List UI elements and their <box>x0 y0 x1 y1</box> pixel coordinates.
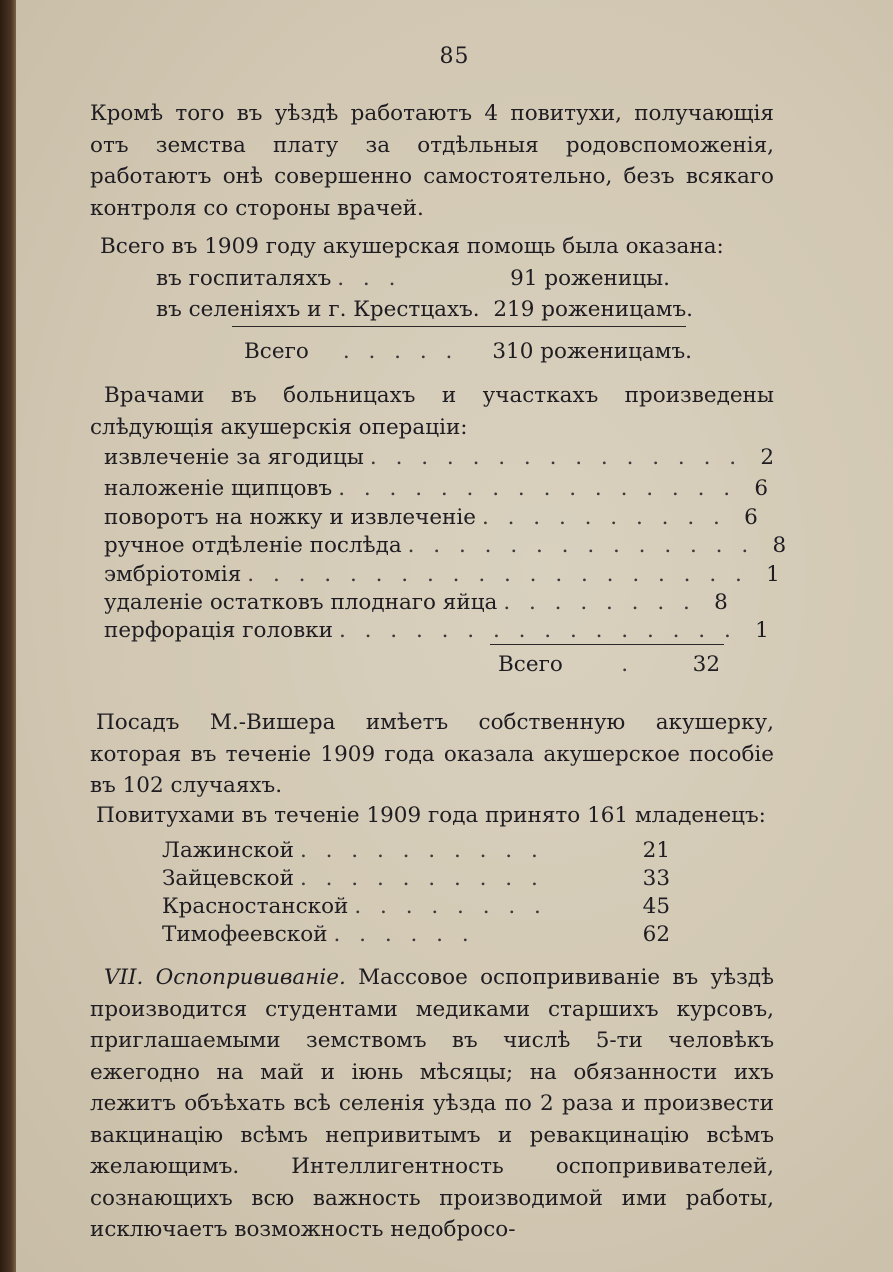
help-total-rule <box>232 326 686 327</box>
operations-total-row <box>498 652 720 677</box>
section-heading: VII. Оспопрививаніе. <box>104 965 346 990</box>
help-row-value: 219 роженицамъ. <box>493 297 693 322</box>
operations-intro: Врачами въ больницахъ и участкахъ произведены слѣдующія акушерскія операціи: <box>90 383 774 440</box>
section-vaccination <box>90 962 774 1246</box>
operations-total-value: 32 <box>692 652 720 677</box>
operation-count: 6 <box>744 505 758 530</box>
midwife-count: 33 <box>642 866 670 891</box>
operation-row <box>104 533 787 558</box>
help-row-label: въ селеніяхъ и г. Крестцахъ. <box>156 297 480 322</box>
leader-dots: . . . . . . . . <box>354 894 547 919</box>
leader-dots: . . . . . . . . <box>503 590 696 615</box>
help-row-value: 91 роженицы. <box>510 266 670 291</box>
leader-dots: . . . . . . . . . . . . . . . <box>369 445 743 470</box>
midwife-count: 62 <box>642 922 670 947</box>
operation-row <box>104 505 758 530</box>
midwife-name: Тимофеевской <box>162 922 328 947</box>
leader-dots: . . . . . . <box>333 922 475 947</box>
operation-row <box>104 618 769 643</box>
operation-count: 6 <box>754 476 769 501</box>
leader-dots: . . . . . . . . . . . . . . . . <box>338 618 737 643</box>
operations-total-label: Всего <box>498 652 563 677</box>
document-page <box>16 0 893 1272</box>
paragraph-midwives-intro: Кромѣ того въ уѣздѣ работаютъ 4 повитухи, получающія отъ земства плату за отдѣльныя родовспоможенія, работаютъ онѣ совершенно самостоятельно, безъ всякаго контроля со стороны врачей. <box>90 101 774 221</box>
operation-row <box>104 562 780 587</box>
book-spine <box>0 0 16 1272</box>
operation-count: 1 <box>766 562 780 587</box>
leader-dots: . . . . . . . . . . . . . . <box>407 533 755 558</box>
leader-dots: . . . . . . . . . . <box>299 838 544 863</box>
midwife-row <box>162 894 670 919</box>
midwife-name: Красностанской <box>162 894 349 919</box>
operation-row <box>104 445 775 470</box>
paragraph-vishera: Посадъ М.-Вишера имѣетъ собственную акушерку, которая въ теченіе 1909 года оказала акушерское пособіе въ 102 случаяхъ. <box>90 710 774 798</box>
leader-dots: . . . . . . . . . . . . . . . . . . . . <box>247 562 748 587</box>
midwife-name: Лажинской <box>162 838 294 863</box>
help-total-row <box>244 339 692 364</box>
operation-count: 8 <box>714 590 728 615</box>
help-row-villages <box>156 297 693 322</box>
operation-row <box>104 476 769 501</box>
midwife-name: Зайцевской <box>162 866 294 891</box>
operation-label: поворотъ на ножку и извлеченіе <box>104 505 476 530</box>
leader-dots: . . . . . <box>342 339 459 364</box>
operation-count: 1 <box>755 618 769 643</box>
help-total-value: 310 роженицамъ. <box>492 339 692 364</box>
operation-label: наложеніе щипцовъ <box>104 476 333 501</box>
operation-label: удаленіе остатковъ плоднаго яйца <box>104 590 498 615</box>
operation-label: перфорація головки <box>104 618 333 643</box>
operation-label: ручное отдѣленіе послѣда <box>104 533 402 558</box>
midwife-count: 45 <box>642 894 670 919</box>
operation-count: 8 <box>772 533 787 558</box>
page-number: 85 <box>439 44 470 69</box>
leader-dots: . . . . . . . . . . <box>481 505 726 530</box>
operation-row <box>104 590 728 615</box>
midwives-intro: Повитухами въ теченіе 1909 года принято 161 младенецъ: <box>96 803 766 828</box>
help-intro: Всего въ 1909 году акушерская помощь была оказана: <box>100 234 724 259</box>
midwife-row <box>162 838 670 863</box>
help-total-label: Всего <box>244 339 309 364</box>
operation-label: эмбріотомія <box>104 562 242 587</box>
help-row-hospitals <box>156 266 670 291</box>
leader-dots: . . . . . . . . . . <box>299 866 544 891</box>
section-text: Массовое оспопрививаніе въ уѣздѣ производится студентами медиками старшихъ курсовъ, приглашаемыми земствомъ въ числѣ 5-ти человѣкъ ежегодно на май и іюнь мѣсяцы; на обязанности ихъ лежитъ объѣхать всѣ селенія уѣзда по 2 раза и произвести вакцинацію всѣмъ непривитымъ и ревакцинацію всѣмъ желающимъ. Интеллигентность оспопрививателей, сознающихъ всю важность производимой ими работы, исключаетъ возможность недобросо- <box>90 965 774 1242</box>
leader-dots: . . . <box>337 266 402 291</box>
midwife-row <box>162 922 670 947</box>
help-row-label: въ госпиталяхъ <box>156 266 332 291</box>
leader-dots: . . . . . . . . . . . . . . . . <box>338 476 737 501</box>
leader-dots: . <box>621 652 635 677</box>
operation-label: извлеченіе за ягодицы <box>104 445 364 470</box>
operations-total-rule <box>490 644 724 645</box>
operation-count: 2 <box>760 445 775 470</box>
midwife-count: 21 <box>642 838 670 863</box>
midwife-row <box>162 866 670 891</box>
